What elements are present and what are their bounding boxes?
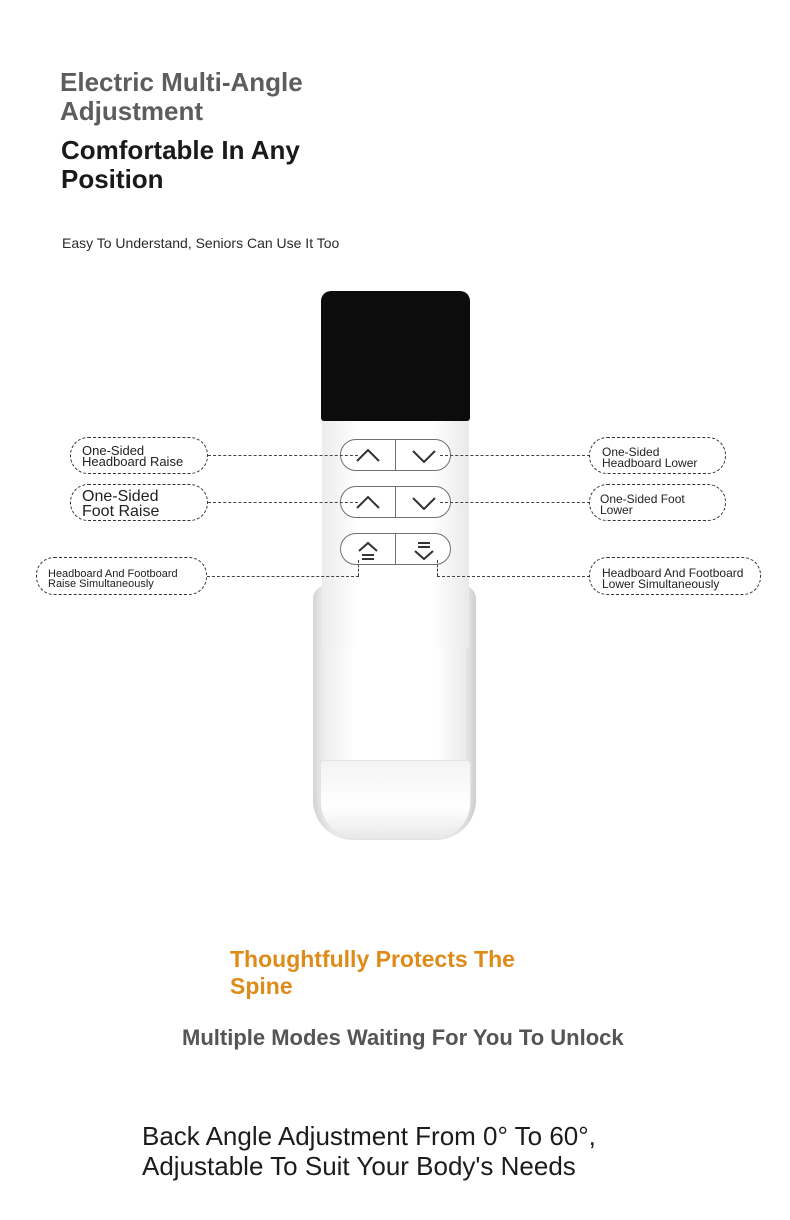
tagline-protects-spine: Thoughtfully Protects The Spine	[230, 946, 515, 999]
callout-foot-lower-line2: Lower	[600, 503, 633, 517]
chevron-up-icon	[355, 446, 381, 466]
both-raise-button[interactable]	[341, 534, 395, 564]
callout-foot-lower-line1: One-Sided Foot	[600, 492, 685, 506]
callout-both-raise	[36, 557, 207, 595]
both-button-pair	[340, 533, 451, 565]
leader-headboard-raise	[208, 455, 358, 456]
callout-both-raise-line1: Headboard And Footboard	[48, 568, 178, 580]
callout-headboard-lower-line2: Headboard Lower	[602, 456, 698, 470]
remote-top-cap	[321, 291, 470, 421]
leader-headboard-lower	[440, 455, 590, 456]
callout-both-raise-line2: Raise Simultaneously	[48, 578, 154, 590]
callout-both-lower-line1: Headboard And Footboard	[602, 566, 744, 580]
leader-both-raise	[207, 576, 359, 577]
headline-comfortable: Comfortable In Any Position	[61, 135, 300, 194]
modes-heading: Multiple Modes Waiting For You To Unlock	[182, 1025, 624, 1050]
callout-headboard-raise	[70, 437, 208, 474]
leader-both-raise-vertical	[358, 560, 359, 576]
leader-both-lower-vertical	[437, 560, 438, 576]
chevron-down-icon	[411, 493, 437, 513]
callout-foot-raise-line2: Foot Raise	[82, 503, 160, 520]
callout-foot-raise	[70, 484, 208, 521]
callout-headboard-lower	[589, 437, 726, 474]
lower-all-icon	[411, 540, 437, 562]
callout-both-lower	[589, 557, 761, 595]
callout-foot-lower	[589, 484, 726, 521]
subtitle-easy: Easy To Understand, Seniors Can Use It Too	[62, 235, 340, 251]
leader-both-lower	[437, 576, 590, 577]
headline-electric-adjustment: Electric Multi-Angle Adjustment	[60, 67, 303, 126]
leader-foot-lower	[440, 502, 590, 503]
callout-headboard-lower-line1: One-Sided	[602, 445, 660, 459]
callout-foot-raise-line1: One-Sided	[82, 488, 159, 505]
remote-holder-bottom	[320, 760, 471, 840]
callout-headboard-raise-line1: One-Sided	[82, 443, 145, 458]
both-lower-button[interactable]	[396, 534, 450, 564]
back-angle-description: Back Angle Adjustment From 0° To 60°, Adjustable To Suit Your Body's Needs	[142, 1121, 596, 1181]
chevron-up-icon	[355, 493, 381, 513]
leader-foot-raise	[208, 502, 358, 503]
callout-headboard-raise-line2: Headboard Raise	[82, 454, 184, 469]
raise-all-icon	[355, 540, 381, 562]
callout-both-lower-line2: Lower Simultaneously	[602, 577, 720, 591]
chevron-down-icon	[411, 446, 437, 466]
